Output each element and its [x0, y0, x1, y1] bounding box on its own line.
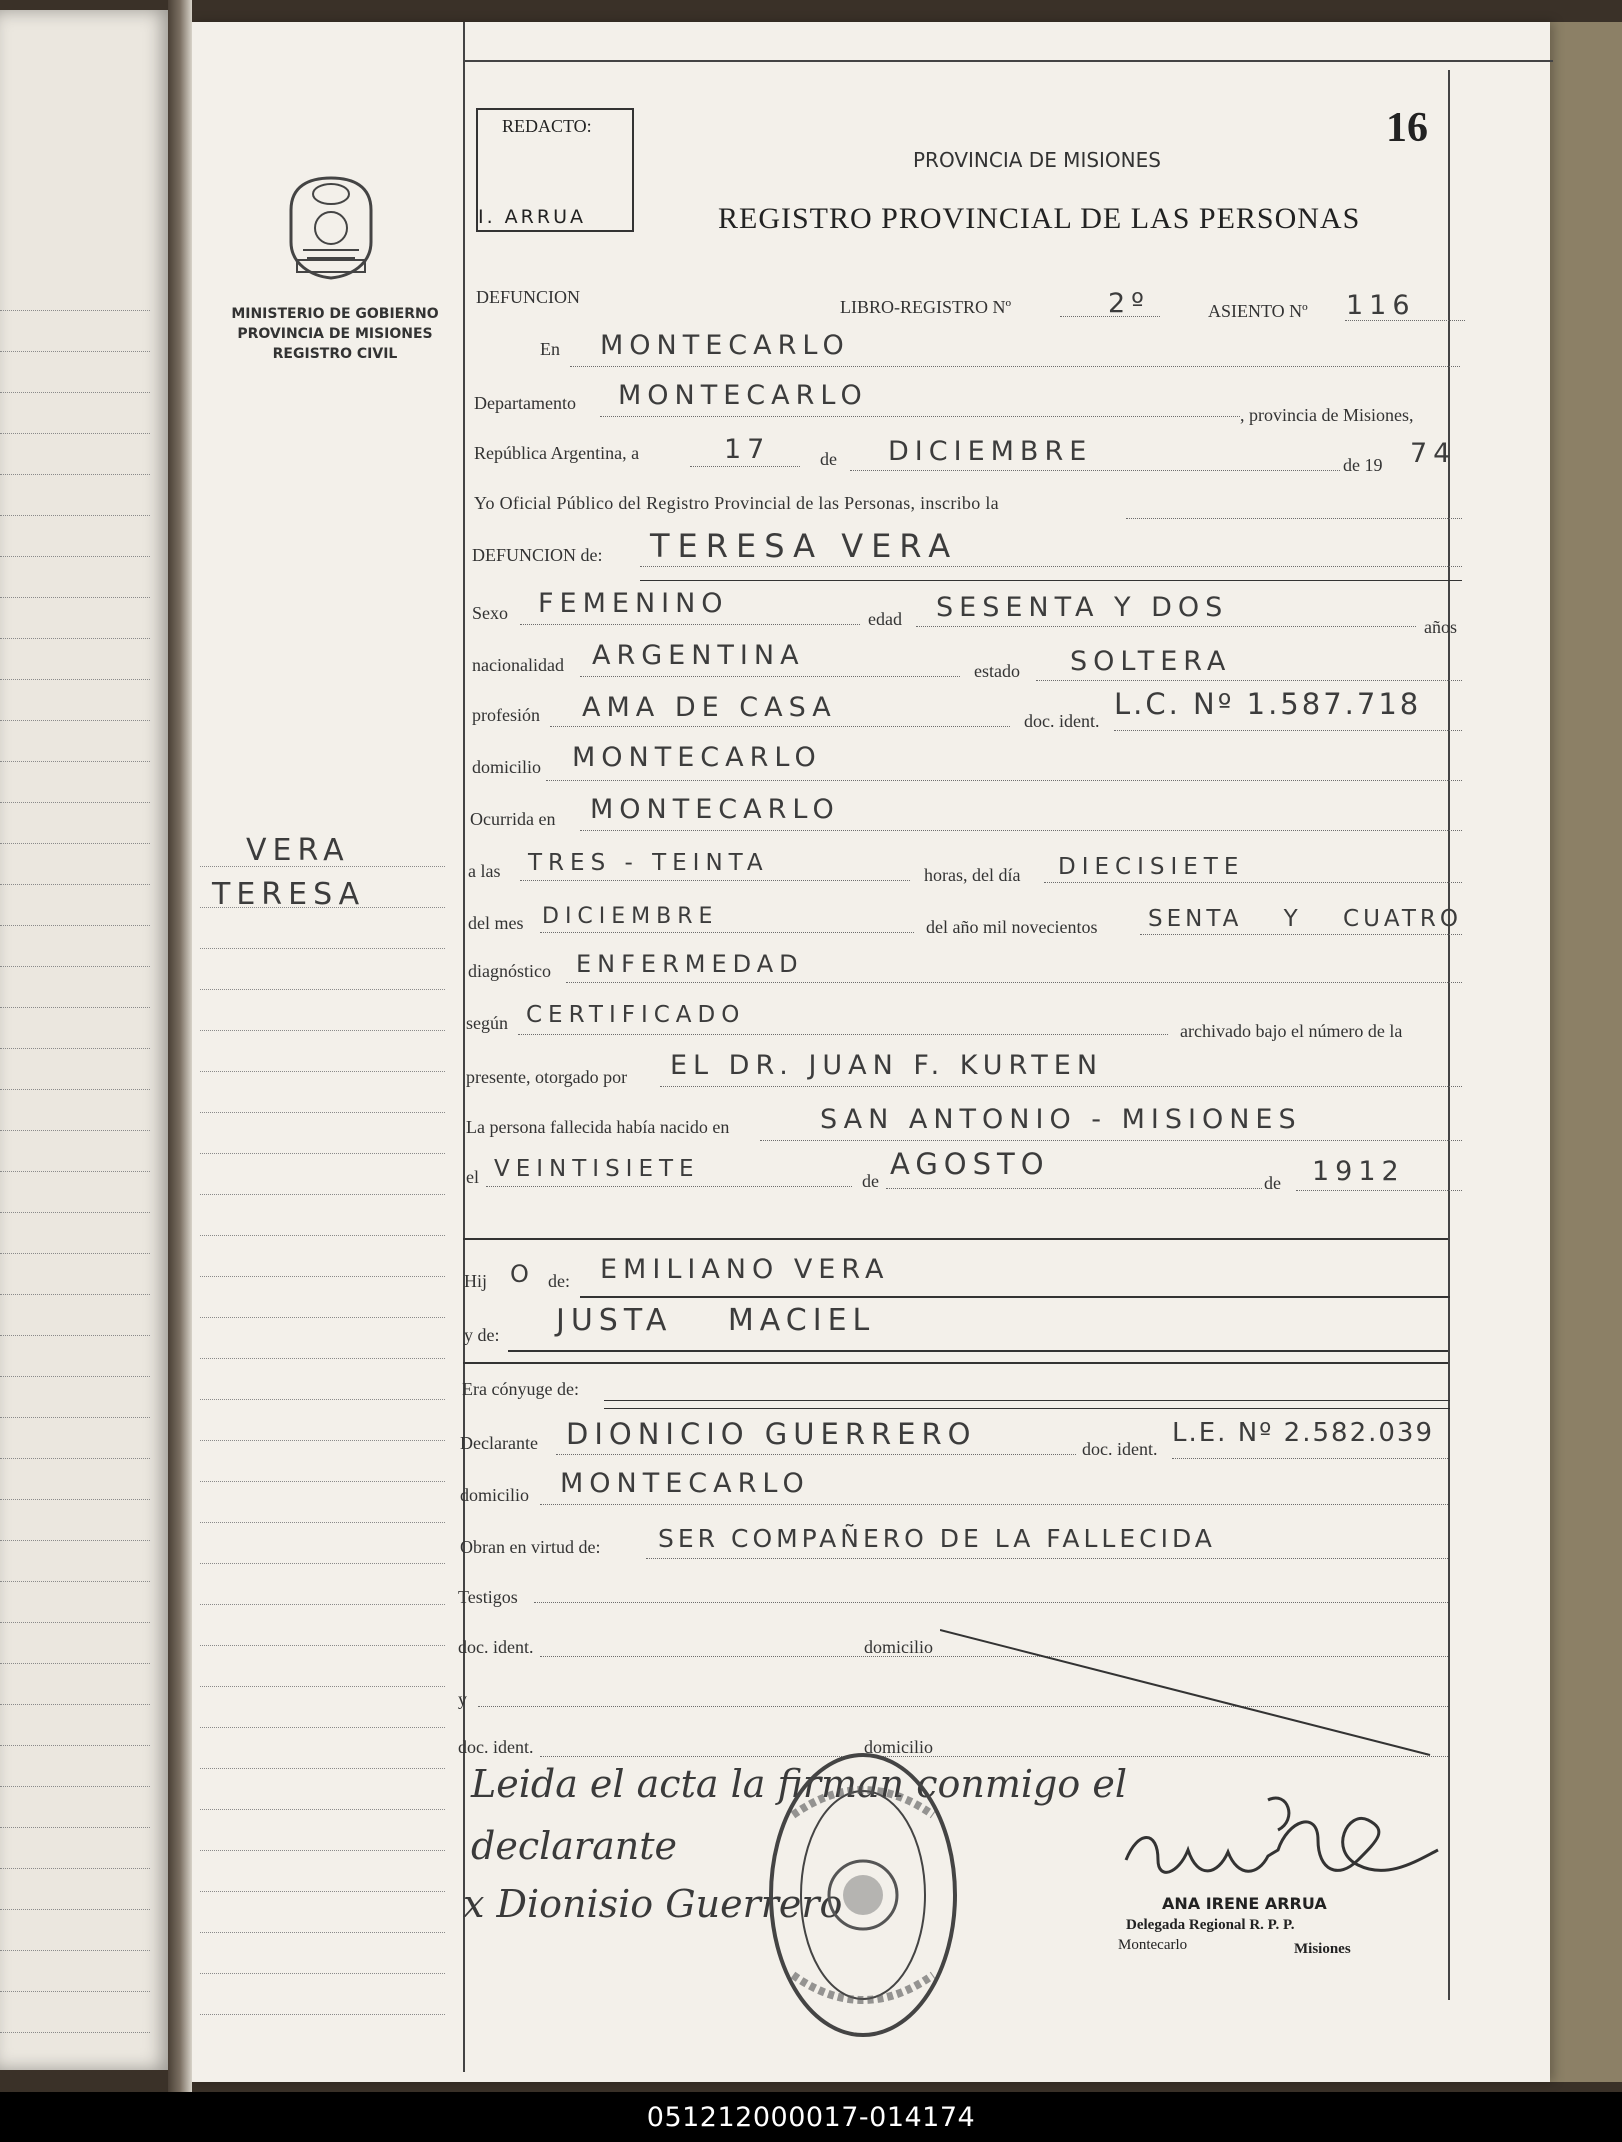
left-page-rule: [0, 1294, 150, 1295]
obran-value: SER COMPAÑERO DE LA FALLECIDA: [658, 1524, 1216, 1553]
estado-label: estado: [974, 661, 1020, 681]
mes-texto-value: DICIEMBRE: [542, 904, 719, 929]
testigos-y-label: y: [458, 1689, 467, 1709]
testigo2-doc-label: doc. ident.: [458, 1737, 534, 1757]
conyuge-label: Era cónyuge de:: [462, 1379, 579, 1399]
left-page-rule: [0, 638, 150, 639]
diagnostico-label: diagnóstico: [468, 961, 551, 981]
form-type-label: DEFUNCION: [476, 287, 581, 307]
horas-dia-label: horas, del día: [924, 865, 1021, 885]
nac-de-label: de: [862, 1171, 879, 1191]
margin-rule-line: [200, 1891, 445, 1892]
margin-rule-line: [200, 1071, 445, 1072]
margin-rule-line: [200, 1194, 445, 1195]
margin-rule-line: [200, 948, 445, 949]
padre-de-label: de:: [548, 1271, 570, 1291]
left-page-rule: [0, 884, 150, 885]
nacido-en-label: La persona fallecida había nacido en: [466, 1117, 730, 1137]
ministry-line: PROVINCIA DE MISIONES: [237, 326, 433, 342]
margin-rule-line: [200, 1481, 445, 1482]
departamento-value: MONTECARLO: [618, 380, 868, 411]
official-signature-block: [1118, 1790, 1448, 1957]
declarante-doc-value: L.E. Nº 2.582.039: [1172, 1418, 1434, 1448]
margin-rule-line: [200, 989, 445, 990]
de19-label: de 19: [1343, 455, 1383, 475]
hora-value: TRES - TEINTA: [528, 850, 769, 876]
sexo-label: Sexo: [472, 603, 508, 623]
margin-rule-line: [200, 1522, 445, 1523]
redacto-value: I. ARRUA: [478, 206, 586, 228]
left-page-rule: [0, 1991, 150, 1992]
left-page-rule: [0, 474, 150, 475]
margin-rule-line: [200, 1440, 445, 1441]
left-page-rule: [0, 1499, 150, 1500]
registry-title: REGISTRO PROVINCIAL DE LAS PERSONAS: [718, 202, 1361, 235]
section-divider: [463, 1238, 1448, 1240]
declarante-value: DIONICIO GUERRERO: [566, 1417, 977, 1451]
en-label: En: [540, 339, 560, 359]
declarante-domicilio-value: MONTECARLO: [560, 1468, 810, 1499]
margin-rule-line: [200, 1809, 445, 1810]
year-value: 74: [1410, 438, 1457, 469]
libro-label: LIBRO-REGISTRO Nº: [840, 297, 1012, 317]
margin-rule-line: [200, 1153, 445, 1154]
margin-rule-line: [200, 1604, 445, 1605]
oficial-statement: Yo Oficial Público del Registro Provincial de las Personas, inscribo la: [474, 493, 999, 513]
ministry-header: [215, 304, 455, 364]
left-page-rule: [0, 392, 150, 393]
signature-icon: [1118, 1790, 1448, 1900]
anio-texto-value: SENTA Y CUATRO: [1148, 906, 1462, 932]
page-number: 16: [1386, 105, 1428, 151]
margin-rule-line: [200, 1112, 445, 1113]
margin-rule-line: [200, 1727, 445, 1728]
asiento-label: ASIENTO Nº: [1208, 301, 1308, 321]
left-page-rule: [0, 1130, 150, 1131]
left-page-rule: [0, 843, 150, 844]
edad-value: SESENTA Y DOS: [936, 592, 1229, 623]
nac-anio-value: 1912: [1312, 1156, 1405, 1187]
ministry-line: MINISTERIO DE GOBIERNO: [231, 306, 439, 322]
margin-rule-line: [200, 1768, 445, 1769]
left-page-rule: [0, 1171, 150, 1172]
profesion-label: profesión: [472, 705, 540, 725]
margin-rule-line: [200, 2014, 445, 2015]
a-las-label: a las: [468, 861, 501, 881]
left-page-rule: [0, 2032, 150, 2033]
declarante-doc-label: doc. ident.: [1082, 1439, 1158, 1459]
signatory-name: ANA IRENE ARRUA: [1162, 1894, 1327, 1913]
del-ano-label: del año mil novecientos: [926, 917, 1098, 937]
left-page-rule: [0, 1417, 150, 1418]
segun-label: según: [466, 1013, 508, 1033]
left-page-rule: [0, 556, 150, 557]
declarante-domicilio-label: domicilio: [460, 1485, 529, 1505]
left-page-rule: [0, 1048, 150, 1049]
margin-rule-line: [200, 1563, 445, 1564]
left-page-rule: [0, 1007, 150, 1008]
domicilio-value: MONTECARLO: [572, 742, 822, 773]
presente-label: presente, otorgado por: [466, 1067, 628, 1087]
margin-rule-line: [200, 1932, 445, 1933]
left-page-rule: [0, 1212, 150, 1213]
provincial-seal-icon: [283, 172, 379, 282]
margin-rule-line: [200, 1030, 445, 1031]
left-page-rule: [0, 802, 150, 803]
left-page-rule: [0, 1827, 150, 1828]
left-page-rule: [0, 1868, 150, 1869]
margin-rule-line: [200, 1235, 445, 1236]
left-page-rule: [0, 1376, 150, 1377]
left-page-rule: [0, 1786, 150, 1787]
note-line-3: x Dionisio Guerrero: [463, 1882, 843, 1926]
deceased-name: TERESA VERA: [650, 527, 959, 565]
image-caption: 051212000017-014174: [646, 2102, 976, 2133]
margin-rule-line: [200, 1276, 445, 1277]
testigo2-domicilio-label: domicilio: [864, 1737, 933, 1757]
note-line-2: declarante: [471, 1824, 677, 1868]
madre-value: JUSTA MACIEL: [556, 1303, 876, 1338]
testigos-label: Testigos: [458, 1587, 518, 1607]
signatory-title: Delegada Regional R. P. P.: [1126, 1917, 1295, 1933]
anos-label: años: [1424, 617, 1457, 637]
left-page-rule: [0, 1950, 150, 1951]
left-page-rule: [0, 433, 150, 434]
declarante-label: Declarante: [460, 1433, 538, 1453]
left-page-rule: [0, 1089, 150, 1090]
left-page-rule: [0, 966, 150, 967]
en-value: MONTECARLO: [600, 330, 850, 361]
left-page-rule: [0, 720, 150, 721]
left-page-rule: [0, 1704, 150, 1705]
margin-rule-line: [200, 1686, 445, 1687]
left-page-rule: [0, 1540, 150, 1541]
left-page-rule: [0, 1335, 150, 1336]
left-page: [0, 10, 170, 2070]
segun-value: CERTIFICADO: [526, 1002, 746, 1028]
margin-surname: VERA: [246, 833, 350, 868]
nac-de2-label: de: [1264, 1173, 1281, 1193]
edad-label: edad: [868, 609, 902, 629]
left-page-rule: [0, 1622, 150, 1623]
margin-rule-line: [200, 1645, 445, 1646]
doc-ident-value: L.C. Nº 1.587.718: [1114, 687, 1422, 721]
otorgado-value: EL DR. JUAN F. KURTEN: [670, 1050, 1104, 1081]
redacto-label: REDACTO:: [502, 116, 592, 136]
cross-out-line: [940, 1620, 1440, 1760]
left-page-rule: [0, 515, 150, 516]
de-label: de: [820, 449, 837, 469]
left-page-rule: [0, 351, 150, 352]
nacido-en-value: SAN ANTONIO - MISIONES: [820, 1104, 1302, 1135]
left-page-rule: [0, 1458, 150, 1459]
left-page-rule: [0, 1253, 150, 1254]
asiento-value: 116: [1346, 290, 1416, 321]
departamento-label: Departamento: [474, 393, 576, 413]
province-title: PROVINCIA DE MISIONES: [913, 148, 1161, 172]
margin-given-name: TERESA: [212, 877, 366, 912]
nac-mes-value: AGOSTO: [890, 1147, 1050, 1181]
note-line-1: Leida el acta la firman conmigo el: [471, 1762, 1127, 1806]
diagnostico-value: ENFERMEDAD: [576, 950, 804, 978]
signatory-place: Montecarlo: [1118, 1937, 1188, 1953]
left-page-rule: [0, 597, 150, 598]
left-page-rule: [0, 761, 150, 762]
dia-texto-value: DIECISIETE: [1058, 854, 1245, 880]
left-page-rule: [0, 925, 150, 926]
padre-value: EMILIANO VERA: [600, 1254, 890, 1285]
page-right-rule: [1448, 70, 1450, 2000]
margin-rule-line: [200, 1399, 445, 1400]
nacionalidad-label: nacionalidad: [472, 655, 564, 675]
left-page-rule: [0, 1663, 150, 1664]
testigo1-domicilio-label: domicilio: [864, 1637, 933, 1657]
testigo1-doc-label: doc. ident.: [458, 1637, 534, 1657]
margin-rule-line: [200, 1850, 445, 1851]
hij-label: Hij: [464, 1271, 488, 1291]
nacionalidad-value: ARGENTINA: [592, 640, 805, 671]
estado-value: SOLTERA: [1070, 646, 1232, 677]
ocurrida-label: Ocurrida en: [470, 809, 556, 829]
y-de-label: y de:: [464, 1325, 500, 1345]
book-gutter: [168, 0, 192, 2095]
month-value: DICIEMBRE: [888, 436, 1093, 467]
margin-rule-line: [200, 1358, 445, 1359]
doc-ident-label: doc. ident.: [1024, 711, 1100, 731]
libro-value: 2º: [1108, 288, 1150, 319]
signatory-region: Misiones: [1294, 1941, 1351, 1957]
margin-rule-line: [200, 1973, 445, 1974]
ministry-line: REGISTRO CIVIL: [272, 346, 398, 362]
left-page-rule: [0, 1581, 150, 1582]
day-value: 17: [724, 434, 771, 465]
obran-label: Obran en virtud de:: [460, 1537, 601, 1557]
profesion-value: AMA DE CASA: [582, 692, 837, 723]
page-top-rule: [463, 60, 1553, 62]
archivado-label: archivado bajo el número de la: [1180, 1021, 1403, 1041]
defuncion-de-label: DEFUNCION de:: [472, 545, 603, 565]
republica-label: República Argentina, a: [474, 443, 640, 463]
left-page-rule: [0, 1745, 150, 1746]
book-cover-edge: [1540, 22, 1622, 2082]
hij-suffix: O: [510, 1260, 535, 1288]
left-page-rule: [0, 1909, 150, 1910]
el-label: el: [466, 1167, 479, 1187]
nac-dia-value: VEINTISIETE: [494, 1156, 700, 1182]
provincia-label: , provincia de Misiones,: [1240, 405, 1414, 425]
left-page-rule: [0, 310, 150, 311]
del-mes-label: del mes: [468, 913, 524, 933]
domicilio-label: domicilio: [472, 757, 541, 777]
sexo-value: FEMENINO: [538, 588, 729, 619]
image-caption-bar: [0, 2092, 1622, 2142]
redacto-box: [476, 108, 634, 232]
ocurrida-value: MONTECARLO: [590, 794, 840, 825]
left-page-rule: [0, 679, 150, 680]
registry-stamp-icon: [763, 1745, 963, 2045]
margin-rule-line: [200, 1317, 445, 1318]
